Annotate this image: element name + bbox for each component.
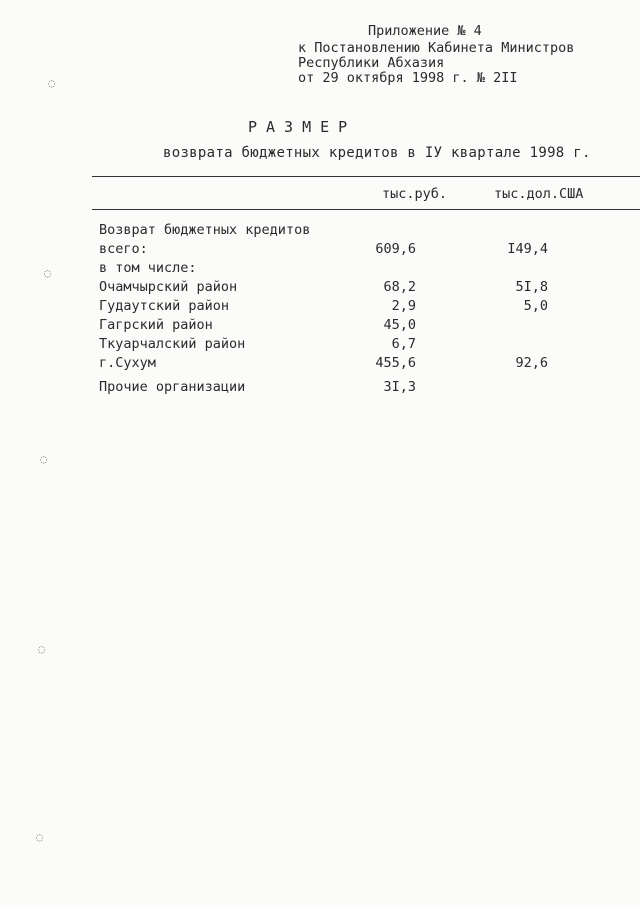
table-top-rule — [92, 176, 640, 177]
table-cell-rub: 6,7 — [391, 336, 416, 352]
punch-hole-mark: ◌ — [48, 76, 56, 90]
table-cell-usd: 92,6 — [515, 355, 548, 371]
table-row-label: Гагрский район — [99, 317, 213, 333]
punch-hole-mark: ◌ — [40, 452, 48, 466]
table-cell-usd: I49,4 — [507, 241, 548, 257]
decree-reference: к Постановлению Кабинета Министров — [298, 40, 575, 56]
table-cell-rub: 455,6 — [375, 355, 416, 371]
punch-hole-mark: ◌ — [44, 266, 52, 280]
republic-name: Республики Абхазия — [298, 55, 445, 71]
punch-hole-mark: ◌ — [38, 642, 46, 656]
table-row-label: Очамчырский район — [99, 279, 238, 295]
table-header-rule — [92, 209, 640, 210]
table-cell-rub: 609,6 — [375, 241, 416, 257]
table-cell-rub: 68,2 — [383, 279, 416, 295]
table-cell-usd: 5I,8 — [515, 279, 548, 295]
table-row-label: в том числе: — [99, 260, 197, 276]
table-row-label: Ткуарчалский район — [99, 336, 246, 352]
table-cell-usd: 5,0 — [523, 298, 548, 314]
table-row-label: г.Сухум — [99, 355, 156, 371]
document-subtitle: возврата бюджетных кредитов в IУ квартале 1998 г. — [163, 145, 591, 161]
column-header-usd: тыс.дол.США — [494, 186, 584, 202]
table-row-label: Гудаутский район — [99, 298, 230, 314]
table-row-label: всего: — [99, 241, 148, 257]
decree-date: от 29 октября 1998 г. № 2II — [298, 70, 518, 86]
appendix-number: Приложение № 4 — [368, 23, 482, 39]
table-cell-rub: 2,9 — [391, 298, 416, 314]
document-title: РАЗМЕР — [248, 118, 357, 136]
punch-hole-mark: ◌ — [36, 830, 44, 844]
table-row-label: Прочие организации — [99, 379, 246, 395]
table-cell-rub: 45,0 — [383, 317, 416, 333]
column-header-rub: тыс.руб. — [382, 186, 448, 202]
table-cell-rub: 3I,3 — [383, 379, 416, 395]
table-row-label: Возврат бюджетных кредитов — [99, 222, 311, 238]
